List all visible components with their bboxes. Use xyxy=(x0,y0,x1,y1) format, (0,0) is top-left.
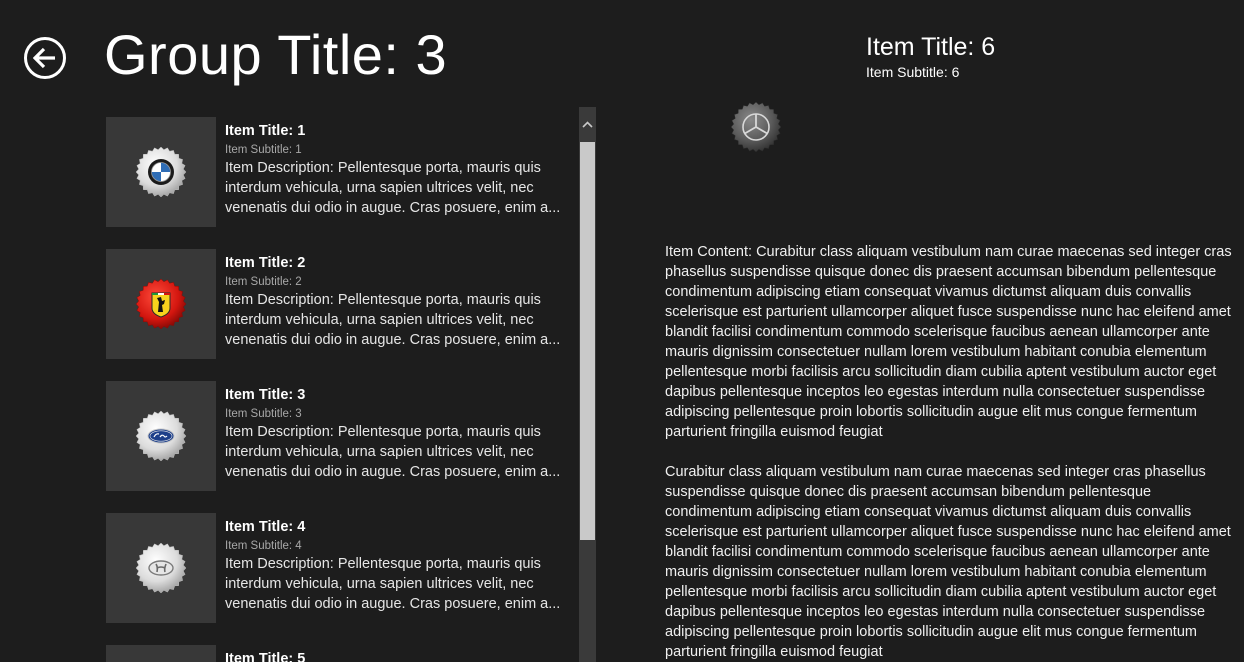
back-arrow-icon xyxy=(33,47,57,69)
list-item[interactable] xyxy=(106,249,576,359)
list-item[interactable] xyxy=(106,117,576,227)
item-title: Item Title: 1 xyxy=(225,123,306,139)
item-title: Item Title: 2 xyxy=(225,255,306,271)
mercedes-logo-icon xyxy=(728,99,784,155)
item-title: Item Title: 5 xyxy=(225,651,306,662)
detail-content xyxy=(665,242,1235,662)
scrollbar-thumb[interactable] xyxy=(580,142,595,540)
detail-title: Item Title: 6 xyxy=(866,33,996,61)
list-item[interactable] xyxy=(106,513,576,623)
back-button[interactable] xyxy=(24,37,66,79)
items-list xyxy=(106,117,576,662)
item-title: Item Title: 4 xyxy=(225,519,306,535)
item-thumbnail xyxy=(106,381,216,491)
item-description: Item Description: Pellentesque porta, mauris quis interdum vehicula, urna sapien ultrices velit, nec venenatis dui odio in augue. Cras posuere, enim a... xyxy=(225,424,561,480)
detail-content-paragraph: Item Content: Curabitur class aliquam vestibulum nam curae maecenas sed integer cras phasellus suspendisse quisque donec dis praesent accumsan bibendum pellentesque condimentum adipiscing etiam consequat vivamus dictumst aliquam duis convallis scelerisque est parturient ullamcorper aliquet fusce suspendisse nunc hac eleifend amet blandit facilisi condimentum commodo scelerisque faucibus aenean ullamcorper ante mauris dignissim consectetuer nullam lorem vestibulum habitant conubia elementum pellentesque morbi facilisis arcu sollicitudin diam cubilia aptent vestibulum auctor eget dapibus pellentesque inceptos leo egestas interdum nulla consectetuer suspendisse adipiscing pellentesque proin lobortis sollicitudin augue elit mus congue fermentum parturient fringilla euismod feugiat xyxy=(665,244,1232,440)
item-description: Item Description: Pellentesque porta, mauris quis interdum vehicula, urna sapien ultrices velit, nec venenatis dui odio in augue. Cras posuere, enim a... xyxy=(225,160,561,216)
chevron-up-icon xyxy=(582,121,593,128)
item-subtitle: Item Subtitle: 4 xyxy=(225,540,302,552)
list-scrollbar[interactable] xyxy=(579,107,596,662)
scroll-up-button[interactable] xyxy=(579,107,596,141)
item-description: Item Description: Pellentesque porta, mauris quis interdum vehicula, urna sapien ultrices velit, nec venenatis dui odio in augue. Cras posuere, enim a... xyxy=(225,556,561,612)
item-title: Item Title: 3 xyxy=(225,387,306,403)
item-thumbnail xyxy=(106,249,216,359)
item-thumbnail xyxy=(106,513,216,623)
bmw-logo-icon xyxy=(133,144,189,200)
item-subtitle: Item Subtitle: 2 xyxy=(225,276,302,288)
item-description: Item Description: Pellentesque porta, mauris quis interdum vehicula, urna sapien ultrices velit, nec venenatis dui odio in augue. Cras posuere, enim a... xyxy=(225,292,561,348)
item-thumbnail xyxy=(106,117,216,227)
list-item[interactable] xyxy=(106,381,576,491)
detail-content-paragraph: Curabitur class aliquam vestibulum nam curae maecenas sed integer cras phasellus suspendisse quisque donec dis praesent accumsan bibendum pellentesque condimentum adipiscing etiam consequat vivamus dictumst aliquam duis convallis scelerisque est parturient ullamcorper aliquet fusce suspendisse nunc hac eleifend amet blandit facilisi condimentum commodo scelerisque faucibus aenean ullamcorper ante mauris dignissim consectetuer nullam lorem vestibulum habitant conubia elementum pellentesque morbi facilisis arcu sollicitudin diam cubilia aptent vestibulum auctor eget dapibus pellentesque inceptos leo egestas interdum nulla consectetuer suspendisse adipiscing pellentesque proin lobortis sollicitudin augue elit mus congue fermentum parturient fringilla euismod feugiat xyxy=(665,464,1231,660)
list-item[interactable] xyxy=(106,645,576,662)
ford-logo-icon xyxy=(133,408,189,464)
hyundai-logo-icon xyxy=(133,540,189,596)
item-subtitle: Item Subtitle: 3 xyxy=(225,408,302,420)
item-subtitle: Item Subtitle: 1 xyxy=(225,144,302,156)
ferrari-logo-icon xyxy=(133,276,189,332)
item-thumbnail xyxy=(106,645,216,662)
detail-subtitle: Item Subtitle: 6 xyxy=(866,64,960,80)
page-title: Group Title: 3 xyxy=(104,23,448,86)
